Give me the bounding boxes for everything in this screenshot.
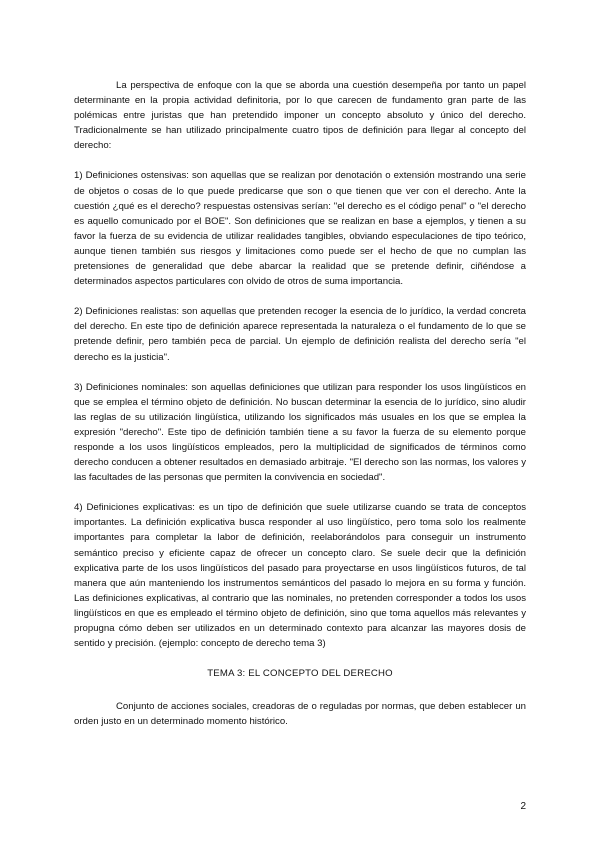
closing-paragraph: Conjunto de acciones sociales, creadoras de o reguladas por normas, que deben establecer un orden justo en un determinado momento histórico. — [74, 701, 526, 728]
realist-definitions-paragraph: 2) Definiciones realistas: son aquellas que pretenden recoger la esencia de lo jurídico, la verdad concreta del derecho. En este tipo de definición aparece representada la naturaleza o el fundamento de lo que se pretende definir, pero también peca de parcial. Un ejemplo de definición realista del derecho sería "el derecho es la justicia". — [74, 306, 526, 363]
explicative-definitions-paragraph: 4) Definiciones explicativas: es un tipo de definición que suele utilizarse cuando se trata de conceptos importantes. La definición explicativa busca responder al uso lingüístico, pero toma solo los realmente importantes para completar la labor de definición, reelaborándolos para conseguir un instrumento semántico preciso y eficiente capaz de ofrecer un concepto claro. Se suele decir que la definición explicativa parte de los usos lingüísticos del pasado para proyectarse en usos lingüísticos futuros, de tal manera que aún manteniendo los instrumentos semánticos del pasado lo mejora en su forma y función. Las definiciones explicativas, al contrario que las nominales, no pretenden corresponder a todos los usos lingüísticos en que es empleado el término objeto de definición, sino que toma aquellos más relevantes y propugna cómo deben ser utilizados en un determinado contexto para alcanzar las mayores dosis de sentido y precisión. (ejemplo: concepto de derecho tema 3) — [74, 502, 526, 650]
page-number: 2 — [520, 801, 526, 812]
intro-paragraph: La perspectiva de enfoque con la que se aborda una cuestión desempeña por tanto un papel determinante en la propia actividad definitoria, por lo que carecen de fundamento gran parte de las polémicas entre juristas que han pretendido imponer un concepto absoluto y único del derecho. Tradicionalmente se han utilizado principalmente cuatro tipos de definición para llegar al concepto del derecho: — [74, 80, 526, 152]
ostensive-definitions-paragraph: 1) Definiciones ostensivas: son aquellas que se realizan por denotación o extensión mostrando una serie de objetos o cosas de lo que puede predicarse que son o que tienen que ver con el derecho. Ante la cuestión ¿qué es el derecho? respuestas ostensivas serían: "el derecho es el código penal" o "el derecho es aquello comunicado por el BOE". Son definiciones que se realizan en base a ejemplos, y tienen a su favor la fuerza de su evidencia de utilizar realidades tangibles, obviando especulaciones de tipo teórico, aunque tienen también sus riesgos y limitaciones como puede ser el hecho de que no cumplan las pretensiones de generalidad que debe abarcar la realidad que se pretende definir, ciñéndose a determinados aspectos particulares con olvido de otros de suma importancia. — [74, 170, 526, 288]
section-heading: TEMA 3: EL CONCEPTO DEL DERECHO — [207, 668, 393, 680]
nominal-definitions-paragraph: 3) Definiciones nominales: son aquellas definiciones que utilizan para responder los usos lingüísticos en que se emplea el término objeto de definición. No buscan determinar la esencia de lo jurídico, sino aludir las reglas de su utilización lingüística, utilizando los significados más usuales en los que se emplea la expresión "derecho". Este tipo de definición también tiene a su favor la fuerza de su elemento porque responde a los usos lingüísticos empleados, pero la multiplicidad de significados de términos como derecho conducen a obtener resultados en demasiado arbitraje. "El derecho son las normas, los valores y las facultades de las personas que permiten la convivencia en sociedad". — [74, 381, 526, 484]
